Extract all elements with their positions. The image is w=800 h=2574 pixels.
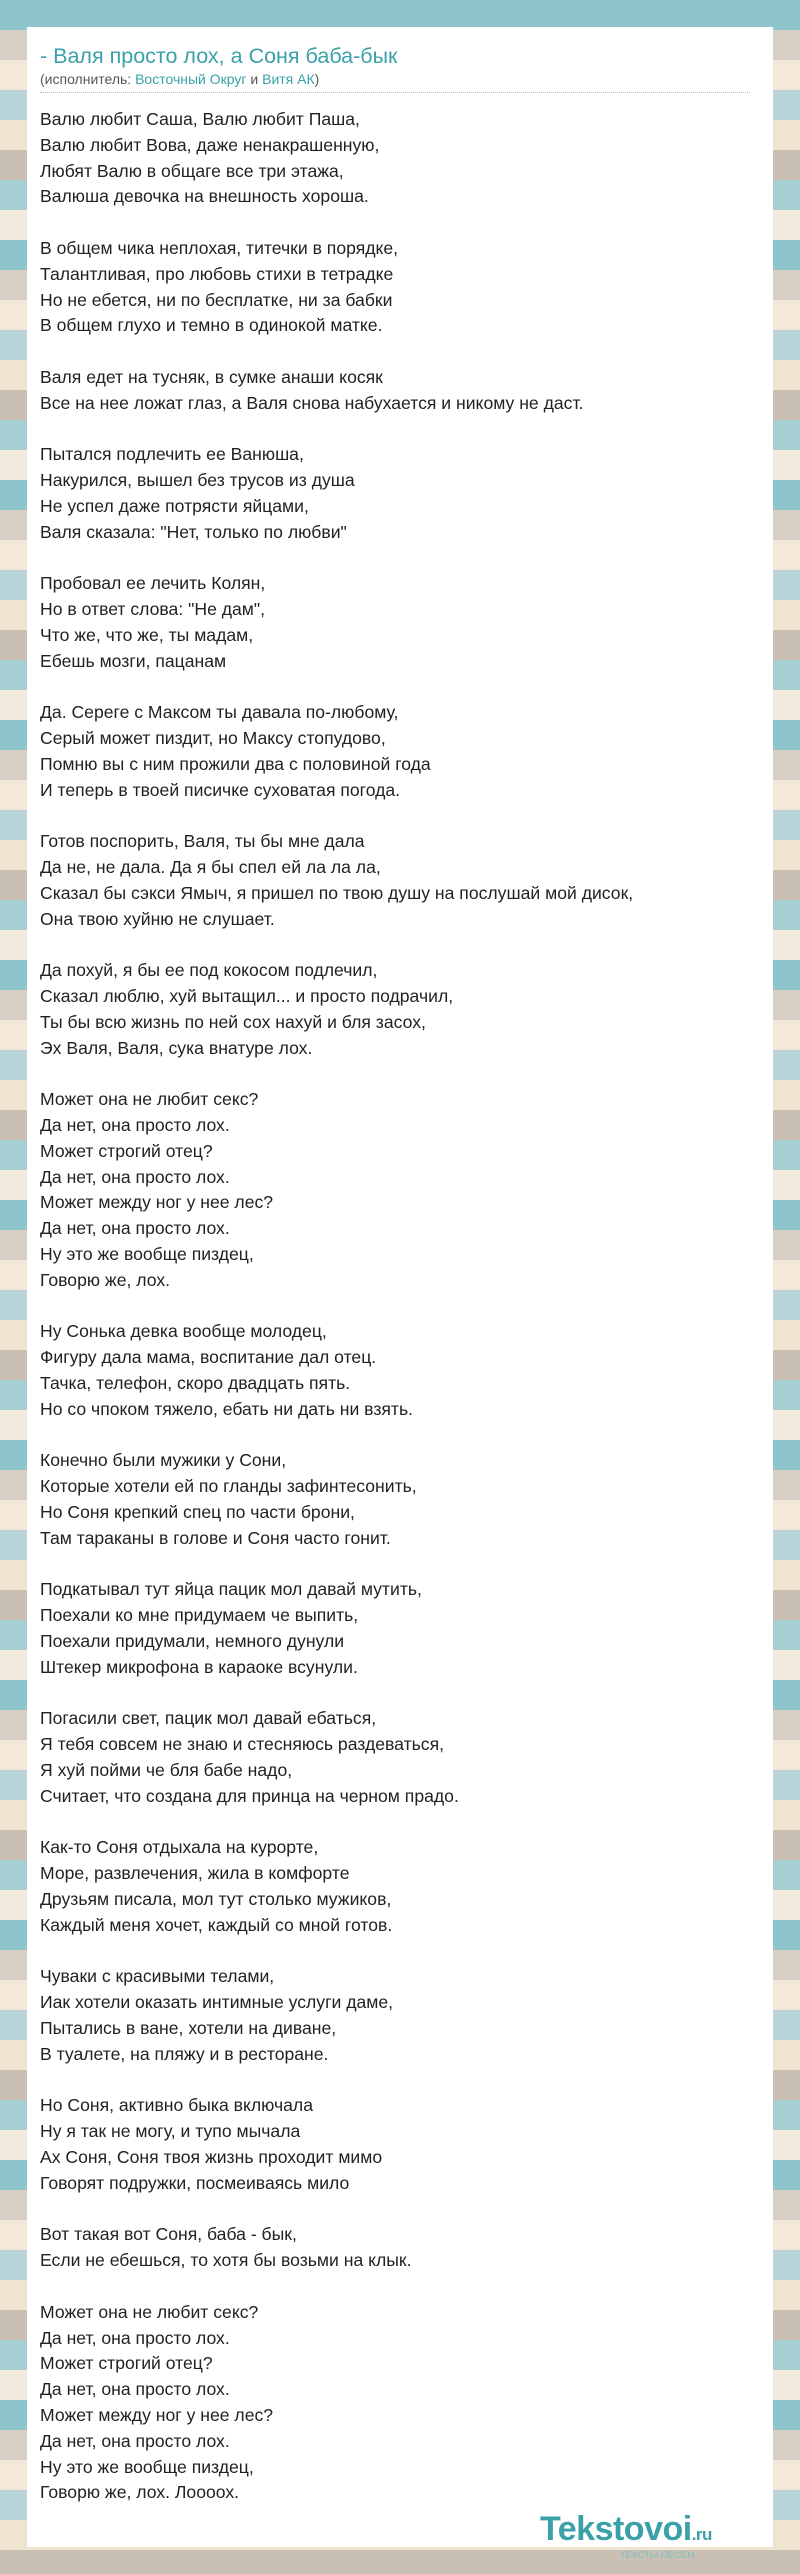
lyrics-stanza: [40, 571, 760, 674]
lyrics-line: Пробовал ее лечить Колян,: [40, 573, 266, 594]
lyrics-line: Если не ебешься, то хотя бы возьми на клык.: [40, 2250, 412, 2271]
lyrics-line: Может строгий отец?: [40, 2353, 213, 2374]
site-logo[interactable]: [540, 2510, 780, 2570]
lyrics-line: Может она не любит секс?: [40, 2301, 259, 2322]
lyrics-stanza: [40, 236, 760, 339]
lyrics-line: Накурился, вышел без трусов из душа: [40, 470, 355, 491]
logo-main-text: Tekstovoi: [540, 2510, 692, 2548]
lyrics-line: Ну я так не могу, и тупо мычала: [40, 2121, 301, 2142]
lyrics-line: Пытался подлечить ее Ванюша,: [40, 444, 304, 465]
lyrics-line: И теперь в твоей писичке суховатая погода.: [40, 779, 401, 800]
lyrics-line: Ебешь мозги, пацанам: [40, 650, 227, 671]
lyrics-line: Которые хотели ей по гланды зафинтесонить,: [40, 1476, 417, 1497]
lyrics-stanza: [40, 365, 760, 417]
artist-line: [40, 71, 319, 87]
lyrics-line: Вот такая вот Соня, баба - бык,: [40, 2224, 297, 2245]
lyrics-line: В общем чика неплохая, титечки в порядке,: [40, 237, 399, 258]
lyrics-line: Ну Сонька девка вообще молодец,: [40, 1321, 327, 1342]
logo-tld: .ru: [691, 2525, 712, 2544]
lyrics-line: Но со чпоком тяжело, ебать ни дать ни взять.: [40, 1398, 414, 1419]
lyrics-line: Море, развлечения, жила в комфорте: [40, 1863, 350, 1884]
lyrics-line: Но Соня, активно быка включала: [40, 2095, 313, 2116]
lyrics-line: Готов поспорить, Валя, ты бы мне дала: [40, 831, 365, 852]
lyrics-stanza: [40, 1706, 760, 1809]
lyrics-line: Говорю же, лох.: [40, 1269, 171, 1290]
lyrics-stanza: [40, 829, 760, 932]
lyrics-line: Конечно были мужики у Сони,: [40, 1450, 287, 1471]
artist-link-2[interactable]: Витя АК: [262, 71, 315, 87]
lyrics-line: Не успел даже потрясти яйцами,: [40, 495, 309, 516]
logo-wordmark: [540, 2510, 712, 2549]
lyrics-line: В общем глухо и темно в одинокой матке.: [40, 315, 383, 336]
lyrics-line: Сказал бы сэкси Ямыч, я пришел по твою душу на послушай мой дисок,: [40, 882, 634, 903]
artist-link-1[interactable]: Восточный Округ: [135, 71, 247, 87]
lyrics-line: Как-то Соня отдыхала на курорте,: [40, 1837, 319, 1858]
lyrics-sheet: [27, 27, 773, 2547]
lyrics-line: Там тараканы в голове и Соня часто гонит.: [40, 1527, 391, 1548]
lyrics-line: Чуваки с красивыми телами,: [40, 1966, 275, 1987]
lyrics-line: Подкатывал тут яйца пацик мол давай мутить,: [40, 1579, 422, 1600]
lyrics-line: Поехали придумали, немного дунули: [40, 1631, 345, 1652]
lyrics-line: Но Соня крепкий спец по части брони,: [40, 1502, 355, 1523]
lyrics-stanza: [40, 107, 760, 210]
lyrics-body: [40, 107, 760, 2532]
lyrics-stanza: [40, 2093, 760, 2196]
title-divider: [40, 92, 750, 93]
lyrics-line: Но в ответ слова: "Не дам",: [40, 599, 266, 620]
lyrics-line: Каждый меня хочет, каждый со мной готов.: [40, 1914, 393, 1935]
artist-prefix: (исполнитель:: [40, 71, 136, 87]
lyrics-line: Иак хотели оказать интимные услуги даме,: [40, 1992, 394, 2013]
lyrics-line: Да нет, она просто лох.: [40, 2430, 230, 2451]
lyrics-line: Да нет, она просто лох.: [40, 2379, 230, 2400]
lyrics-stanza: [40, 1577, 760, 1680]
lyrics-line: Все на нее ложат глаз, а Валя снова набухается и никому не даст.: [40, 392, 584, 413]
lyrics-line: Пытались в ване, хотели на диване,: [40, 2017, 337, 2038]
lyrics-stanza: [40, 700, 760, 803]
lyrics-line: Фигуру дала мама, воспитание дал отец.: [40, 1347, 377, 1368]
lyrics-line: Я хуй пойми че бля бабе надо,: [40, 1760, 293, 1780]
lyrics-line: Да нет, она просто лох.: [40, 2327, 230, 2348]
lyrics-line: Да нет, она просто лох.: [40, 1166, 230, 1187]
lyrics-line: Да похуй, я бы ее под кокосом подлечил,: [40, 960, 378, 981]
lyrics-line: Считает, что создана для принца на черном прадо.: [40, 1785, 459, 1806]
lyrics-line: Может она не любит секс?: [40, 1089, 259, 1110]
lyrics-stanza: [40, 1448, 760, 1551]
lyrics-stanza: [40, 1835, 760, 1938]
lyrics-stanza: [40, 2300, 760, 2506]
lyrics-line: Может строгий отец?: [40, 1140, 213, 1161]
lyrics-line: Что же, что же, ты мадам,: [40, 624, 254, 645]
artist-joiner: и: [246, 71, 263, 87]
lyrics-line: Штекер микрофона в караоке всунули.: [40, 1656, 358, 1677]
lyrics-line: Да нет, она просто лох.: [40, 1115, 230, 1136]
lyrics-line: Помню вы с ним прожили два с половиной года: [40, 753, 431, 774]
lyrics-line: Я тебя совсем не знаю и стесняюсь раздеваться,: [40, 1734, 445, 1755]
lyrics-line: Серый может пиздит, но Максу стопудово,: [40, 728, 386, 749]
lyrics-line: Любят Валю в общаге все три этажа,: [40, 160, 344, 181]
lyrics-line: Да. Сереге с Максом ты давала по-любому,: [40, 702, 399, 723]
lyrics-line: Говорю же, лох. Лоооох.: [40, 2482, 240, 2503]
lyrics-line: Талантливая, про любовь стихи в тетрадке: [40, 263, 394, 284]
lyrics-line: Друзьям писала, мол тут столько мужиков,: [40, 1888, 392, 1909]
lyrics-line: Говорят подружки, посмеиваясь мило: [40, 2172, 350, 2193]
lyrics-line: Валя едет на тусняк, в сумке анаши косяк: [40, 366, 383, 387]
lyrics-line: Может между ног у нее лес?: [40, 1192, 274, 1213]
lyrics-line: Валюша девочка на внешность хороша.: [40, 186, 369, 207]
lyrics-line: Да нет, она просто лох.: [40, 1218, 230, 1239]
song-title: - Валя просто лох, а Соня баба-бык: [40, 44, 398, 68]
lyrics-line: Но не ебется, ни по бесплатке, ни за бабки: [40, 289, 393, 310]
lyrics-stanza: [40, 958, 760, 1061]
lyrics-line: Ну это же вообще пиздец,: [40, 1244, 254, 1265]
lyrics-line: Ну это же вообще пиздец,: [40, 2456, 254, 2477]
lyrics-stanza: [40, 1964, 760, 2067]
artist-suffix: ): [314, 71, 320, 87]
lyrics-stanza: [40, 1087, 760, 1293]
lyrics-line: В туалете, на пляжу и в ресторане.: [40, 2043, 329, 2064]
lyrics-stanza: [40, 442, 760, 545]
lyrics-stanza: [40, 1319, 760, 1422]
lyrics-line: Погасили свет, пацик мол давай ебаться,: [40, 1708, 377, 1729]
lyrics-line: Валю любит Вова, даже ненакрашенную,: [40, 134, 380, 155]
lyrics-line: Да не, не дала. Да я бы спел ей ла ла ла,: [40, 857, 381, 878]
lyrics-line: Валя сказала: "Нет, только по любви": [40, 521, 347, 542]
lyrics-line: Эх Валя, Валя, сука внатуре лох.: [40, 1037, 313, 1058]
lyrics-line: Тачка, телефон, скоро двадцать пять.: [40, 1373, 351, 1394]
lyrics-line: Ты бы всю жизнь по ней сох нахуй и бля засох,: [40, 1011, 426, 1032]
lyrics-line: Поехали ко мне придумаем че выпить,: [40, 1605, 359, 1626]
logo-tagline: ТЕКСТЫ ПЕСЕН: [620, 2550, 695, 2561]
lyrics-line: Может между ног у нее лес?: [40, 2404, 274, 2425]
lyrics-stanza: [40, 2222, 760, 2274]
lyrics-line: Ах Соня, Соня твоя жизнь проходит мимо: [40, 2146, 383, 2167]
lyrics-line: Она твою хуйню не слушает.: [40, 908, 275, 929]
lyrics-line: Сказал люблю, хуй вытащил... и просто подрачил,: [40, 986, 454, 1007]
lyrics-line: Валю любит Саша, Валю любит Паша,: [40, 109, 360, 129]
